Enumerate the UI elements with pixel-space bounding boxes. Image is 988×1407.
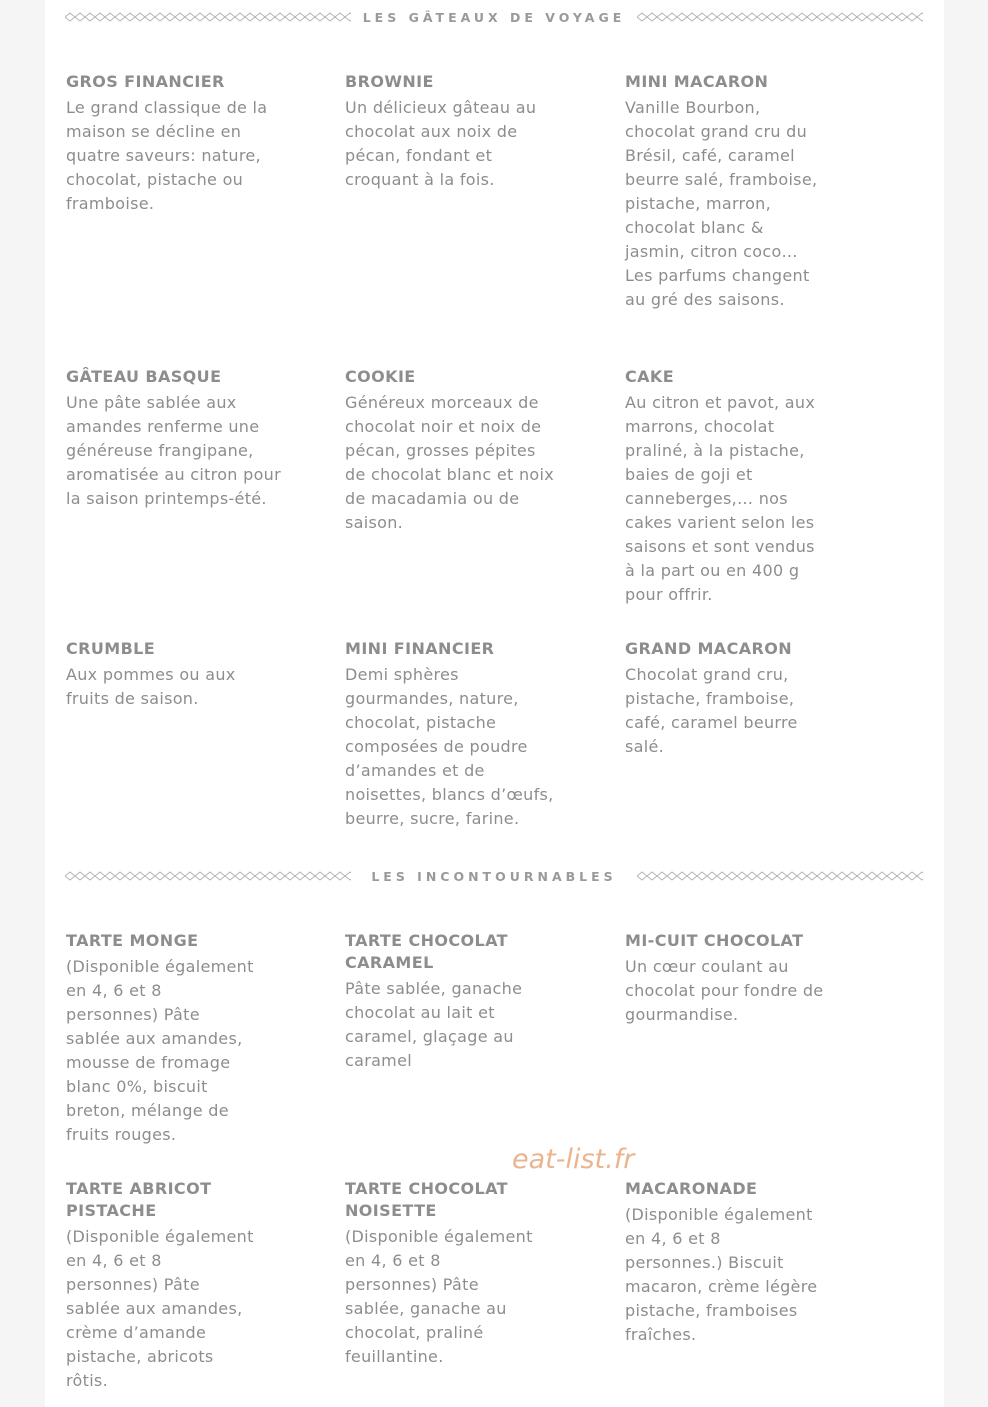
- item-title: GÂTEAU BASQUE: [66, 367, 222, 386]
- item-title: GROS FINANCIER: [66, 72, 225, 91]
- item-description: Demi sphères gourmandes, nature, chocolat, pistache composées de poudre d’amandes et de noisettes, blancs d’œufs, beurre, sucre, farine.: [345, 665, 554, 828]
- menu-item-macaronade: [625, 1178, 820, 1347]
- item-title: MINI FINANCIER: [345, 639, 495, 658]
- section-title: LES GÂTEAUX DE VOYAGE: [362, 9, 626, 25]
- item-title: BROWNIE: [345, 72, 434, 91]
- item-title: MINI MACARON: [625, 72, 769, 91]
- menu-item-tarte-monge: [66, 930, 256, 1147]
- menu-item-tarte-abricot-pistache: [66, 1178, 256, 1393]
- item-description: Aux pommes ou aux fruits de saison.: [66, 665, 236, 708]
- item-description: (Disponible également en 4, 6 et 8 personnes) Pâte sablée aux amandes, mousse de fromage blanc 0%, biscuit breton, mélange de fruits rouges.: [66, 957, 254, 1144]
- item-description: Généreux morceaux de chocolat noir et noix de pécan, grosses pépites de chocolat blanc et noix de macadamia ou de saison.: [345, 393, 554, 532]
- item-description: Une pâte sablée aux amandes renferme une généreuse frangipane, aromatisée au citron pour la saison printemps-été.: [66, 393, 281, 508]
- item-title: COOKIE: [345, 367, 416, 386]
- section-divider-gateaux-de-voyage: [65, 7, 923, 27]
- menu-page: [45, 0, 944, 1407]
- item-title: TARTE CHOCOLAT NOISETTE: [345, 1179, 508, 1220]
- item-description: (Disponible également en 4, 6 et 8 personnes) Pâte sablée aux amandes, crème d’amande pistache, abricots rôtis.: [66, 1227, 254, 1390]
- menu-item-mi-cuit-chocolat: [625, 930, 825, 1027]
- zigzag-ornament-icon: [637, 12, 923, 22]
- item-description: Le grand classique de la maison se décline en quatre saveurs: nature, chocolat, pistache ou framboise.: [66, 98, 268, 213]
- menu-item-brownie: [345, 71, 560, 192]
- menu-item-tarte-chocolat-caramel: [345, 930, 545, 1073]
- menu-item-mini-macaron: [625, 71, 825, 312]
- item-description: Un cœur coulant au chocolat pour fondre de gourmandise.: [625, 957, 824, 1024]
- section-title: LES INCONTOURNABLES: [371, 868, 617, 884]
- item-title: MACARONADE: [625, 1179, 758, 1198]
- item-title: TARTE MONGE: [66, 931, 199, 950]
- section-divider-incontournables: [65, 866, 923, 886]
- item-title: TARTE CHOCOLAT CARAMEL: [345, 931, 508, 972]
- menu-item-mini-financier: [345, 638, 560, 831]
- item-description: Vanille Bourbon, chocolat grand cru du Brésil, café, caramel beurre salé, framboise, pistache, marron, chocolat blanc & jasmin, citron coco… Les parfums changent au gré des saisons.: [625, 98, 818, 309]
- item-title: MI-CUIT CHOCOLAT: [625, 931, 804, 950]
- menu-item-gros-financier: [66, 71, 281, 216]
- watermark: eat-list.fr: [512, 1144, 635, 1175]
- item-description: (Disponible également en 4, 6 et 8 personnes.) Biscuit macaron, crème légère pistache, framboises fraîches.: [625, 1205, 818, 1344]
- item-title: CAKE: [625, 367, 675, 386]
- zigzag-ornament-icon: [65, 871, 351, 881]
- item-title: GRAND MACARON: [625, 639, 793, 658]
- zigzag-ornament-icon: [65, 12, 351, 22]
- menu-item-crumble: [66, 638, 281, 711]
- menu-item-gateau-basque: [66, 366, 281, 511]
- zigzag-ornament-icon: [637, 871, 923, 881]
- item-description: Chocolat grand cru, pistache, framboise, café, caramel beurre salé.: [625, 665, 798, 756]
- item-title: CRUMBLE: [66, 639, 156, 658]
- item-description: (Disponible également en 4, 6 et 8 personnes) Pâte sablée, ganache au chocolat, praliné feuillantine.: [345, 1227, 533, 1366]
- item-description: Un délicieux gâteau au chocolat aux noix de pécan, fondant et croquant à la fois.: [345, 98, 537, 189]
- menu-item-cake: [625, 366, 825, 607]
- menu-item-cookie: [345, 366, 560, 535]
- item-description: Au citron et pavot, aux marrons, chocolat praliné, à la pistache, baies de goji et canneberges,… nos cakes varient selon les saisons et sont vendus à la part ou en 400 g pour offrir.: [625, 393, 816, 604]
- menu-item-grand-macaron: [625, 638, 825, 759]
- item-title: TARTE ABRICOT PISTACHE: [66, 1179, 212, 1220]
- item-description: Pâte sablée, ganache chocolat au lait et caramel, glaçage au caramel: [345, 979, 523, 1070]
- menu-item-tarte-chocolat-noisette: [345, 1178, 535, 1369]
